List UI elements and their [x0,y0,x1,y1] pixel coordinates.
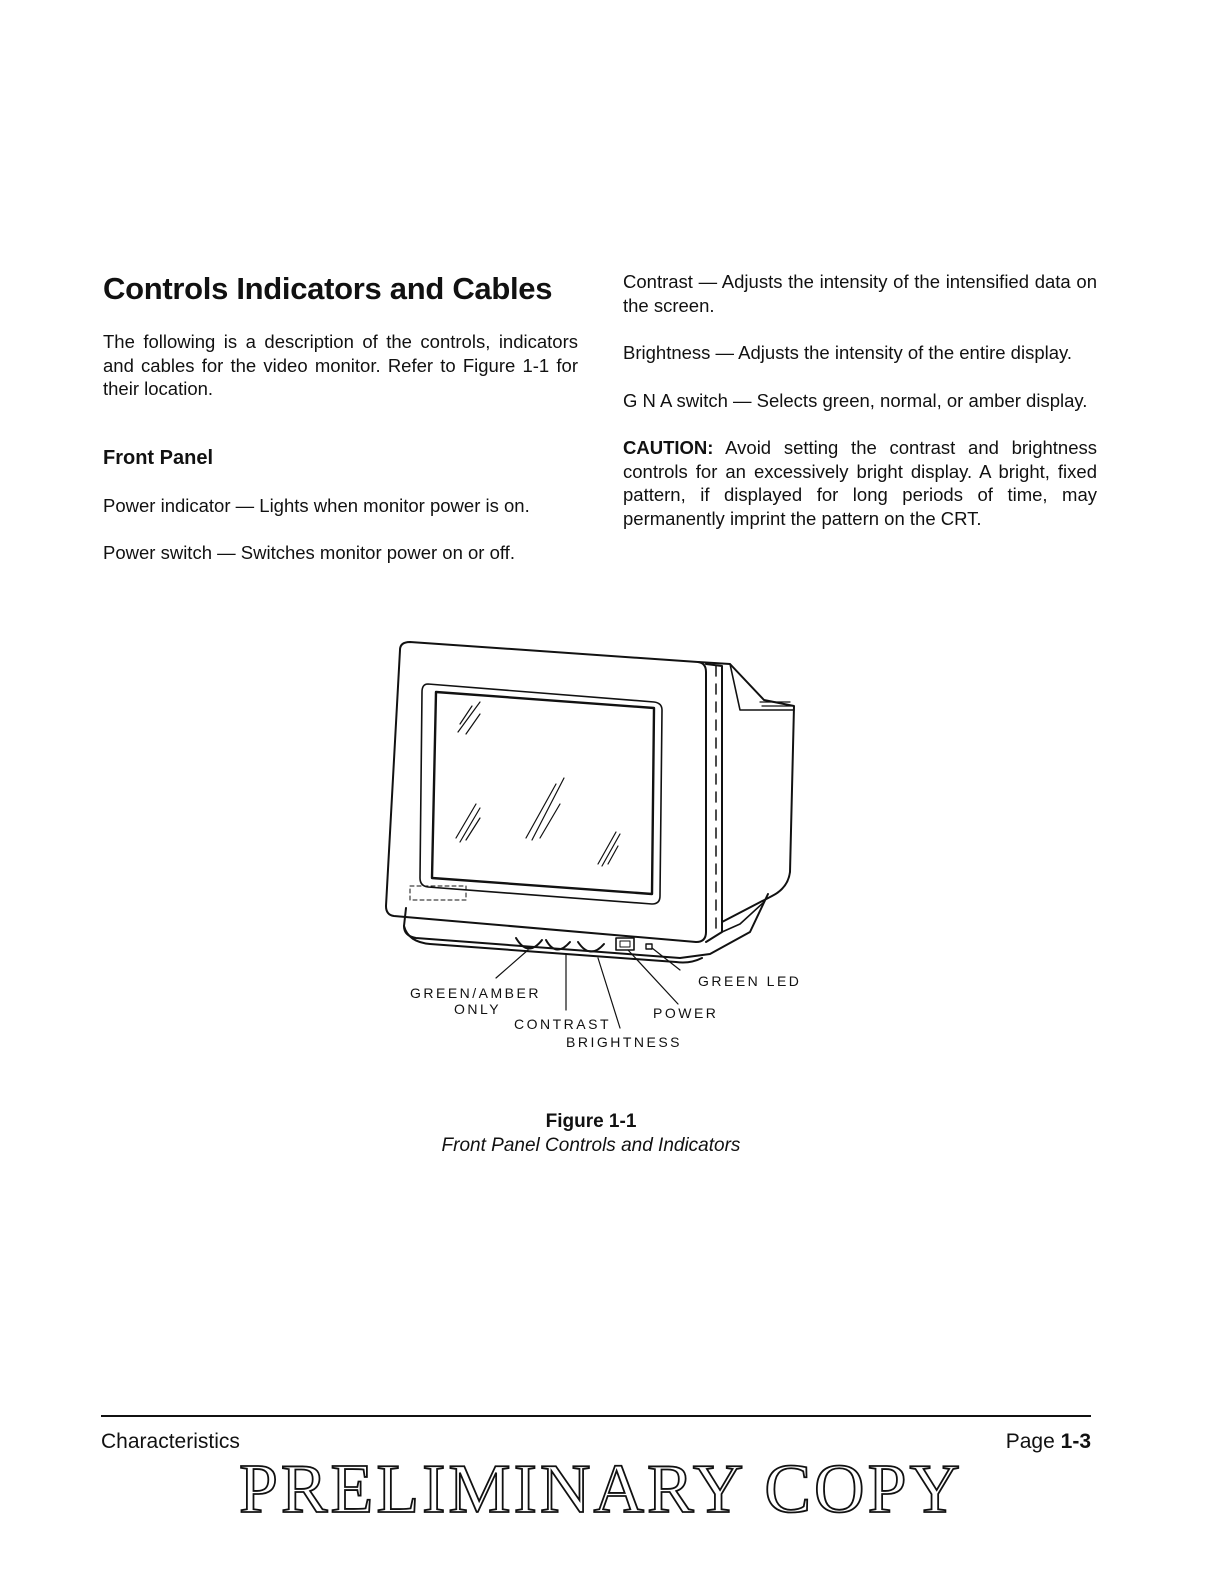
monitor-figure [380,632,820,1062]
callout-brightness: BRIGHTNESS [566,1034,683,1050]
brightness-description: Brightness — Adjusts the intensity of the entire display. [623,342,1073,363]
footer-section: Characteristics [101,1430,240,1453]
contrast-description: Contrast — Adjusts the intensity of the intensified data on the screen. [623,271,1097,316]
gna-switch-description: G N A switch — Selects green, normal, or amber display. [623,389,1088,411]
leader-green-led [652,948,680,970]
callout-only: ONLY [454,1001,502,1017]
power-switch-description: Power switch — Switches monitor power on or off. [103,542,515,563]
caution-label: CAUTION: [623,437,714,458]
left-column [103,270,578,565]
figure-number: Figure 1-1 [545,1111,637,1132]
caution-paragraph [623,436,1097,530]
footer-page [1006,1430,1091,1454]
stamp-text: PRELIMINARY COPY [238,1451,964,1528]
callout-contrast: CONTRAST [514,1016,611,1032]
callout-green-amber: GREEN/AMBER [410,985,541,1001]
intro-paragraph: The following is a description of the controls, indicators and cables for the video monitor. Refer to Figure 1-1 for their location. [103,331,578,399]
green-led [646,944,652,949]
page-label: Page [1005,1430,1055,1453]
power-indicator-description: Power indicator — Lights when monitor power is on. [103,494,530,516]
leader-green-amber [496,950,528,978]
page-number: 1-3 [1060,1430,1091,1453]
figure-caption [0,1110,1182,1158]
preliminary-copy-stamp [229,1448,974,1528]
figure-title: Front Panel Controls and Indicators [441,1135,741,1156]
monitor-screen-frame [420,684,662,904]
footer-rule [101,1415,1091,1417]
callout-green-led: GREEN LED [698,973,802,989]
monitor-base [404,894,768,958]
page-title: Controls Indicators and Cables [103,271,553,306]
callout-power: POWER [653,1005,719,1021]
front-panel-heading: Front Panel [103,446,214,469]
power-switch [616,938,634,950]
caution-text: Avoid setting the contrast and brightness controls for an excessively bright display. A bright, fixed pattern, if displayed for long periods of time, may permanently imprint the pattern on the CRT. [623,437,1097,529]
right-column [623,270,1097,554]
